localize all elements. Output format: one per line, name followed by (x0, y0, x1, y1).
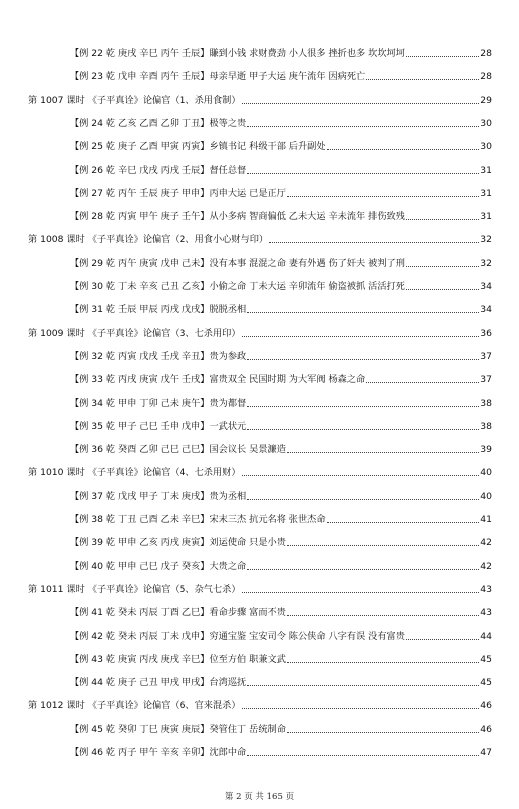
toc-entry-row[interactable] (0, 161, 519, 177)
toc-page-number: 38 (480, 397, 492, 409)
toc-label: 第 1010 课时 《子平真诠》论偏官（4、七杀用财） (28, 467, 241, 479)
dot-leader (247, 685, 479, 686)
toc-page-number: 38 (480, 420, 492, 432)
dot-leader (287, 662, 479, 663)
dot-leader (287, 196, 479, 197)
dot-leader (269, 242, 479, 243)
toc-page-number: 37 (480, 374, 492, 386)
toc-page-number: 44 (480, 630, 492, 642)
toc-label: 【例 30 乾 丁未 辛亥 己丑 乙亥】小偷之命 丁未大运 辛卯流年 偷盗被抓 活活打死 (70, 281, 405, 292)
toc-page-number: 34 (480, 304, 492, 316)
toc-page-number: 40 (480, 467, 492, 479)
toc-page-number: 31 (480, 211, 492, 223)
toc-label: 【例 42 乾 癸未 丙辰 丁未 戊申】穷通宝鉴 宝安司令 陈公侠命 八字有误 没有富贵 (70, 630, 405, 642)
dot-leader (247, 312, 479, 313)
toc-label: 第 1012 课时 《子平真诠》论偏官（6、官来混杀） (28, 700, 241, 712)
toc-entry-row[interactable] (0, 603, 519, 619)
dot-leader (406, 266, 479, 267)
dot-leader (242, 103, 479, 104)
toc-page-number: 32 (480, 234, 492, 246)
toc-page-number: 29 (480, 94, 492, 106)
dot-leader (366, 79, 479, 80)
dot-leader (406, 219, 479, 220)
toc-label: 【例 33 乾 丙戌 庚寅 戊午 壬戌】富贵双全 民国时期 为大军阀 杨森之命 (70, 374, 366, 386)
toc-page-number: 32 (480, 257, 492, 269)
toc-entry-row[interactable] (0, 44, 519, 60)
dot-leader (247, 126, 479, 127)
dot-leader (287, 452, 479, 453)
toc-lesson-row[interactable] (0, 580, 519, 596)
toc-page-number: 30 (480, 117, 492, 129)
toc-entry-row[interactable] (0, 557, 519, 573)
toc-entry-row[interactable] (0, 300, 519, 316)
toc-entry-row[interactable] (0, 207, 519, 223)
toc-label: 【例 37 乾 戊戌 甲子 丁未 庚戌】贵为丞相 (70, 490, 247, 502)
toc-page-number: 46 (480, 723, 492, 735)
toc-page-number: 47 (480, 747, 492, 758)
toc-entry-row[interactable] (0, 650, 519, 666)
dot-leader (327, 149, 479, 150)
toc-entry-row[interactable] (0, 394, 519, 410)
toc-label: 【例 43 乾 庚寅 丙戌 庚戌 辛巳】位至方伯 职兼文武 (70, 653, 286, 665)
toc-label: 【例 40 乾 甲申 己巳 戊子 癸亥】大贵之命 (70, 560, 247, 572)
toc-entry-row[interactable] (0, 417, 519, 433)
toc-lesson-row[interactable] (0, 230, 519, 246)
toc-page-number: 41 (480, 514, 492, 525)
dot-leader (366, 382, 479, 383)
toc-entry-row[interactable] (0, 440, 519, 456)
dot-leader (406, 289, 479, 290)
dot-leader (327, 522, 479, 523)
toc-page-number: 34 (480, 281, 492, 292)
toc-entry-row[interactable] (0, 114, 519, 130)
toc-entry-row[interactable] (0, 533, 519, 549)
dot-leader (247, 755, 479, 756)
dot-leader (247, 499, 479, 500)
toc-label: 【例 35 乾 甲子 己巳 壬申 戊申】一武状元 (70, 420, 247, 432)
toc-page-number: 28 (480, 71, 492, 83)
toc-lesson-row[interactable] (0, 91, 519, 107)
toc-label: 第 1009 课时 《子平真诠》论偏官（3、七杀用印） (28, 327, 241, 339)
toc-label: 【例 39 乾 甲申 乙亥 丙戌 庚寅】刘运使命 只是小贵 (70, 537, 286, 549)
toc-entry-row[interactable] (0, 277, 519, 293)
toc-label: 【例 26 乾 辛巳 戊戌 丙戌 壬辰】督任总督 (70, 164, 247, 176)
toc-entry-row[interactable] (0, 627, 519, 643)
toc-label: 【例 27 乾 丙午 壬辰 庚子 甲申】丙申大运 已是正厅 (70, 187, 286, 199)
toc-page-number: 30 (480, 141, 492, 153)
dot-leader (287, 615, 479, 616)
toc-entry-row[interactable] (0, 743, 519, 759)
dot-leader (242, 708, 479, 709)
toc-entry-row[interactable] (0, 184, 519, 200)
toc-page-number: 45 (480, 677, 492, 689)
toc-entry-row[interactable] (0, 720, 519, 736)
toc-entry-row[interactable] (0, 137, 519, 153)
toc-page-number: 46 (480, 700, 492, 712)
dot-leader (406, 639, 479, 640)
toc-label: 【例 28 乾 丙寅 甲午 庚子 壬午】从小多病 智商偏低 乙未大运 辛未流年 排伤致残 (70, 211, 405, 223)
toc-page-number: 28 (480, 48, 492, 59)
toc-label: 第 1008 课时 《子平真诠》论偏官（2、用食小心财与印） (28, 234, 269, 246)
dot-leader (406, 56, 479, 57)
toc-label: 【例 41 乾 癸未 丙辰 丁酉 乙巳】看命步骤 富而不贵 (70, 607, 286, 619)
toc-label: 【例 29 乾 丙午 庚寅 戊申 己未】没有本事 混混之命 妻有外遇 伤了奸夫 被判了刑 (70, 257, 405, 269)
toc-label: 【例 31 乾 壬辰 甲辰 丙戌 戊戌】脱脱丞相 (70, 304, 247, 316)
toc-label: 【例 24 乾 乙亥 乙酉 乙卯 丁丑】极等之贵 (70, 117, 247, 129)
dot-leader (247, 173, 479, 174)
toc-entry-row[interactable] (0, 347, 519, 363)
toc-entry-row[interactable] (0, 67, 519, 83)
toc-lesson-row[interactable] (0, 463, 519, 479)
toc-page-number: 42 (480, 537, 492, 549)
dot-leader (247, 429, 479, 430)
toc-page-number: 43 (480, 607, 492, 619)
toc-label: 【例 34 乾 甲申 丁卯 己未 庚午】贵为都督 (70, 397, 247, 409)
dot-leader (242, 592, 479, 593)
toc-label: 【例 23 乾 戊申 辛酉 丙午 壬辰】母亲早逝 甲子大运 庚午流年 因病死亡 (70, 71, 366, 83)
toc-label: 【例 45 乾 癸卯 丁巳 庚寅 庚辰】癸管住丁 岳统制命 (70, 723, 286, 735)
toc-entry-row[interactable] (0, 673, 519, 689)
toc-page-number: 40 (480, 490, 492, 502)
dot-leader (247, 359, 479, 360)
toc-page-number: 31 (480, 164, 492, 176)
toc-page-number: 42 (480, 560, 492, 572)
page-footer: 第 2 页 共 165 页 (224, 792, 295, 802)
toc-page-number: 45 (480, 653, 492, 665)
dot-leader (287, 732, 479, 733)
toc-page-number: 39 (480, 444, 492, 456)
toc-label: 【例 44 乾 庚子 己丑 甲戌 甲戌】台湾巡抚 (70, 677, 247, 689)
toc-label: 【例 25 乾 庚子 乙酉 甲寅 丙寅】乡镇书记 科级干部 后升副处 (70, 141, 326, 153)
toc-label: 【例 22 乾 庚戌 辛巳 丙午 壬辰】賺到小钱 求财费劲 小人很多 挫折也多 坎坎坷坷 (70, 48, 405, 59)
dot-leader (247, 569, 479, 570)
toc-label: 【例 38 乾 丁丑 己酉 乙未 辛巳】宋末三杰 抗元名将 张世杰命 (70, 514, 326, 525)
toc-label: 【例 46 乾 丙子 甲午 辛亥 辛卯】沈郎中命 (70, 747, 247, 758)
toc-entry-row[interactable] (0, 370, 519, 386)
toc-label: 【例 36 乾 癸酉 乙卯 己巳 己巳】国会议长 吴景濂造 (70, 444, 286, 456)
toc-label: 【例 32 乾 丙寅 戊戌 壬戌 辛丑】贵为参政 (70, 350, 247, 362)
toc-page-number: 37 (480, 350, 492, 362)
toc-entry-row[interactable] (0, 487, 519, 503)
toc-entry-row[interactable] (0, 254, 519, 270)
dot-leader (287, 545, 479, 546)
toc-lesson-row[interactable] (0, 696, 519, 712)
toc-page-number: 31 (480, 187, 492, 199)
dot-leader (242, 475, 479, 476)
toc-entry-row[interactable] (0, 510, 519, 526)
toc-lesson-row[interactable] (0, 324, 519, 340)
toc-label: 第 1011 课时 《子平真诠》论偏官（5、杂气七杀） (28, 583, 241, 595)
toc-page-number: 36 (480, 327, 492, 339)
toc-page-number: 43 (480, 583, 492, 595)
toc-label: 第 1007 课时 《子平真诠》论偏官（1、杀用食制） (28, 94, 241, 106)
dot-leader (247, 406, 479, 407)
dot-leader (242, 336, 479, 337)
